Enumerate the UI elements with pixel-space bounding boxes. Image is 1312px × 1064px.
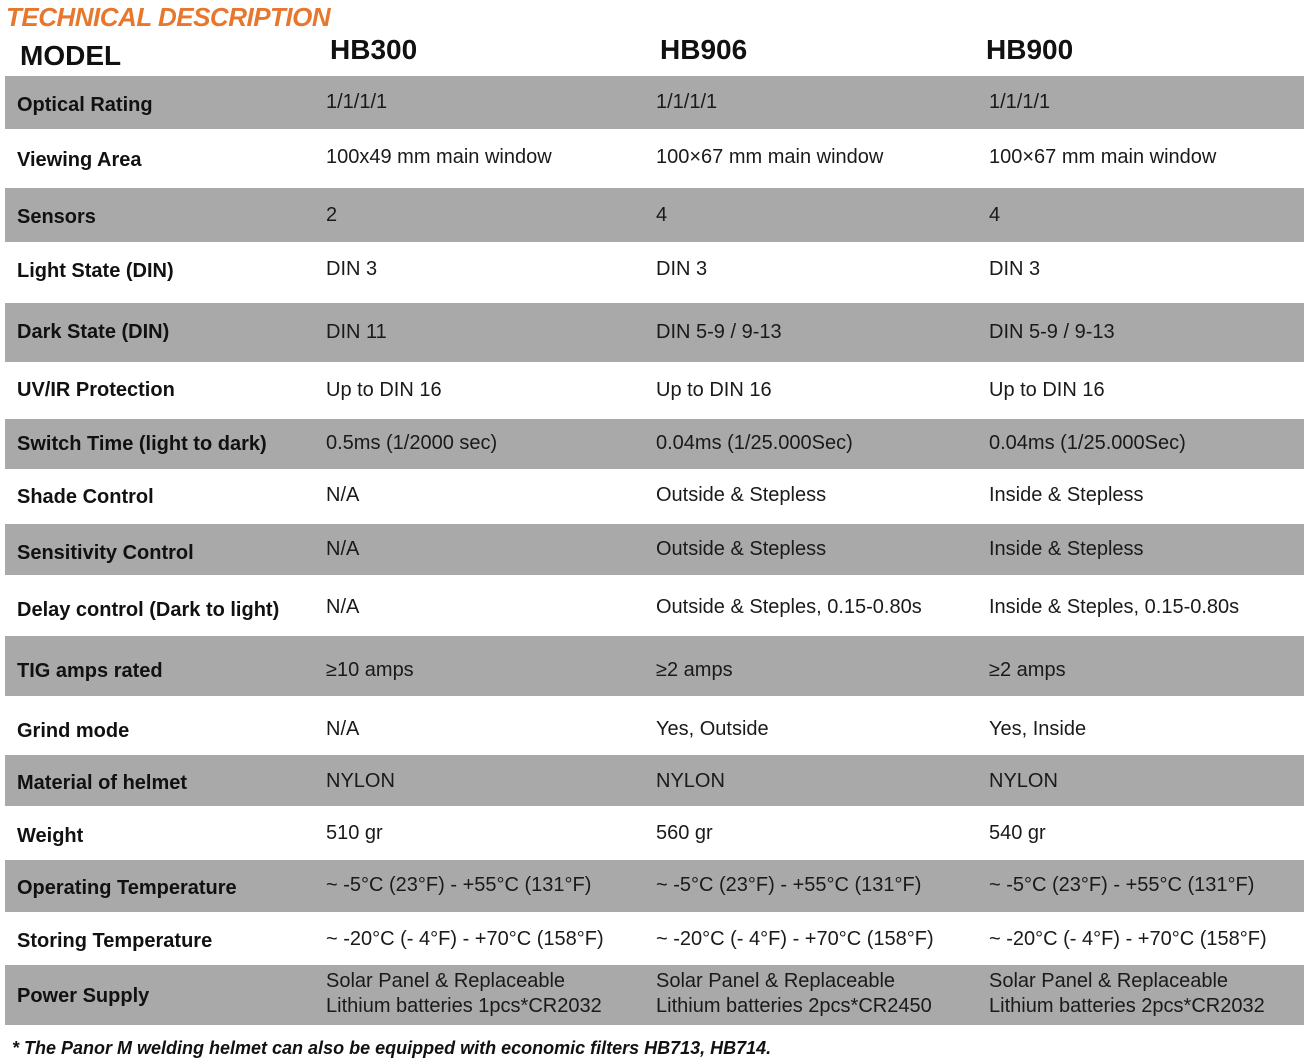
cell-hb906: 1/1/1/1	[656, 91, 718, 113]
cell-hb300: Up to DIN 16	[326, 379, 442, 401]
cell-hb900: 4	[989, 204, 1001, 226]
cell-hb906: Up to DIN 16	[656, 379, 772, 401]
cell-hb300: 100x49 mm main window	[326, 146, 552, 168]
cell-hb300: NYLON	[326, 770, 395, 792]
cell-hb900: ~ -20°C (- 4°F) - +70°C (158°F)	[989, 928, 1267, 950]
model-header-row	[0, 34, 1312, 76]
cell-hb906: ~ -5°C (23°F) - +55°C (131°F)	[656, 874, 922, 896]
row-label: UV/IR Protection	[17, 379, 175, 401]
table-row-uv-ir-protection	[5, 362, 1304, 419]
row-label: Shade Control	[17, 486, 154, 508]
model-hb900: HB900	[986, 34, 1074, 65]
table-row-power-supply	[5, 965, 1304, 1025]
table-row-viewing-area	[5, 129, 1304, 188]
cell-hb300: ~ -20°C (- 4°F) - +70°C (158°F)	[326, 928, 604, 950]
row-label: Light State (DIN)	[17, 260, 174, 282]
cell-hb906: DIN 3	[656, 258, 708, 280]
table-row-material	[5, 755, 1304, 806]
table-row-dark-state	[5, 303, 1304, 362]
row-label: Grind mode	[17, 720, 130, 742]
row-label: TIG amps rated	[17, 660, 163, 682]
cell-hb300: Solar Panel & Replaceable	[326, 970, 566, 992]
cell-hb906: Outside & Stepless	[656, 484, 827, 506]
table-row-grind-mode	[5, 696, 1304, 755]
spec-table	[5, 76, 1304, 1025]
cell-hb900: DIN 3	[989, 258, 1041, 280]
table-row-switch-time	[5, 419, 1304, 469]
cell-hb906: 100×67 mm main window	[656, 146, 884, 168]
cell-hb300: 510 gr	[326, 822, 383, 844]
cell-hb906: 0.04ms (1/25.000Sec)	[656, 432, 853, 454]
row-label: Sensors	[17, 206, 96, 228]
row-label: Switch Time (light to dark)	[17, 433, 267, 455]
table-row-light-state	[5, 242, 1304, 303]
cell-hb906: Solar Panel & Replaceable	[656, 970, 896, 992]
cell-hb900: Up to DIN 16	[989, 379, 1105, 401]
cell-hb300: 2	[326, 204, 338, 226]
cell-hb300: DIN 11	[326, 321, 387, 343]
table-row-optical-rating	[5, 76, 1304, 129]
model-label: MODEL	[20, 40, 122, 71]
table-row-weight	[5, 806, 1304, 860]
cell-hb900: Inside & Steples, 0.15-0.80s	[989, 596, 1240, 618]
cell-hb906: ≥2 amps	[656, 659, 733, 681]
row-label: Operating Temperature	[17, 877, 237, 899]
row-label: Weight	[17, 825, 84, 847]
cell-hb300: 1/1/1/1	[326, 91, 388, 113]
cell-hb900: ~ -5°C (23°F) - +55°C (131°F)	[989, 874, 1255, 896]
cell-hb900: Solar Panel & Replaceable	[989, 970, 1229, 992]
cell-hb906-line2: Lithium batteries 2pcs*CR2450	[656, 995, 932, 1017]
footnote: * The Panor M welding helmet can also be equipped with economic filters HB713, HB714.	[12, 1038, 772, 1058]
row-label: Delay control (Dark to light)	[17, 599, 280, 621]
row-label: Viewing Area	[17, 149, 142, 171]
cell-hb900: 1/1/1/1	[989, 91, 1051, 113]
cell-hb900: NYLON	[989, 770, 1058, 792]
table-row-tig-amps	[5, 636, 1304, 696]
table-row-shade-control	[5, 469, 1304, 524]
cell-hb906: Outside & Steples, 0.15-0.80s	[656, 596, 922, 618]
cell-hb900: Inside & Stepless	[989, 484, 1144, 506]
cell-hb906: Outside & Stepless	[656, 538, 827, 560]
cell-hb906: ~ -20°C (- 4°F) - +70°C (158°F)	[656, 928, 934, 950]
cell-hb300: ~ -5°C (23°F) - +55°C (131°F)	[326, 874, 592, 896]
table-row-sensitivity-control	[5, 524, 1304, 575]
cell-hb300: ≥10 amps	[326, 659, 414, 681]
page-title: TECHNICAL DESCRIPTION	[6, 2, 331, 32]
cell-hb900: DIN 5-9 / 9-13	[989, 321, 1115, 343]
cell-hb300: N/A	[326, 484, 360, 506]
cell-hb900: 540 gr	[989, 822, 1046, 844]
cell-hb900: Inside & Stepless	[989, 538, 1144, 560]
row-label: Material of helmet	[17, 772, 188, 794]
model-hb300: HB300	[330, 34, 418, 65]
row-label: Sensitivity Control	[17, 542, 194, 564]
cell-hb300: N/A	[326, 718, 360, 740]
cell-hb906: Yes, Outside	[656, 718, 769, 740]
cell-hb300: DIN 3	[326, 258, 378, 280]
cell-hb900: Yes, Inside	[989, 718, 1087, 740]
row-label: Power Supply	[17, 985, 150, 1007]
cell-hb900: ≥2 amps	[989, 659, 1066, 681]
cell-hb900: 100×67 mm main window	[989, 146, 1217, 168]
cell-hb906: 560 gr	[656, 822, 713, 844]
row-label: Dark State (DIN)	[17, 321, 170, 343]
row-label: Optical Rating	[17, 94, 153, 116]
cell-hb900: 0.04ms (1/25.000Sec)	[989, 432, 1186, 454]
table-row-operating-temperature	[5, 860, 1304, 912]
row-label: Storing Temperature	[17, 930, 213, 952]
cell-hb300-line2: Lithium batteries 1pcs*CR2032	[326, 995, 602, 1017]
table-row-sensors	[5, 188, 1304, 242]
cell-hb906: NYLON	[656, 770, 725, 792]
table-row-delay-control	[5, 575, 1304, 636]
cell-hb300: N/A	[326, 596, 360, 618]
cell-hb300: 0.5ms (1/2000 sec)	[326, 432, 498, 454]
cell-hb906: DIN 5-9 / 9-13	[656, 321, 782, 343]
model-hb906: HB906	[660, 34, 748, 65]
table-row-storing-temperature	[5, 912, 1304, 965]
cell-hb300: N/A	[326, 538, 360, 560]
cell-hb906: 4	[656, 204, 668, 226]
cell-hb900-line2: Lithium batteries 2pcs*CR2032	[989, 995, 1265, 1017]
